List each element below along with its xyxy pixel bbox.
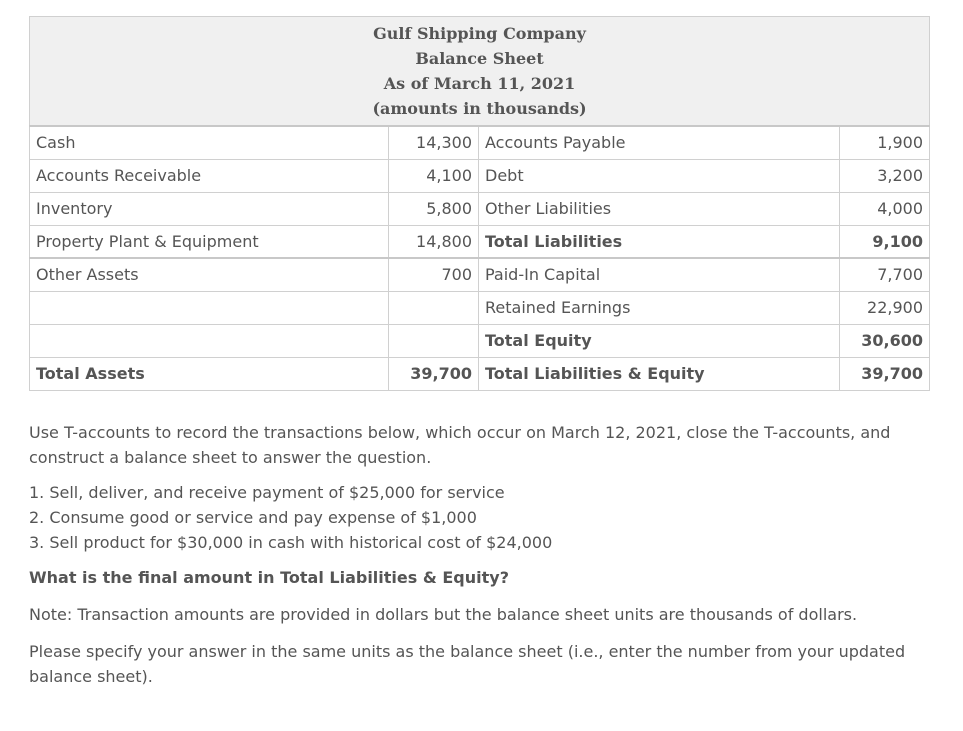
transaction-list <box>29 480 929 555</box>
balance-sheet-header-row <box>30 17 930 127</box>
asset-value <box>389 324 479 357</box>
statement-title: Balance Sheet <box>415 49 544 68</box>
asset-value <box>389 291 479 324</box>
asset-label <box>30 324 389 357</box>
total-liabilities-equity-value: 39,700 <box>840 357 930 390</box>
total-equity-label: Total Equity <box>479 324 840 357</box>
asset-value: 5,800 <box>389 192 479 225</box>
asset-value: 700 <box>389 258 479 291</box>
balance-sheet-table <box>29 16 930 391</box>
asset-value: 14,800 <box>389 225 479 258</box>
transaction-item: 3. Sell product for $30,000 in cash with historical cost of $24,000 <box>29 533 553 552</box>
table-row <box>30 159 930 192</box>
asset-label: Inventory <box>30 192 389 225</box>
liability-value: 3,200 <box>840 159 930 192</box>
question-text: What is the final amount in Total Liabilities & Equity? <box>29 568 509 587</box>
instructions-block <box>29 420 929 689</box>
asset-label: Cash <box>30 126 389 159</box>
asset-label: Other Assets <box>30 258 389 291</box>
balance-sheet-header <box>30 17 930 127</box>
instructions-intro: Use T-accounts to record the transactions below, which occur on March 12, 2021, close the T-accounts, and construct a balance sheet to answer the question. <box>29 423 891 467</box>
statement-date: As of March 11, 2021 <box>383 74 576 93</box>
liability-label: Accounts Payable <box>479 126 840 159</box>
transaction-item: 1. Sell, deliver, and receive payment of $25,000 for service <box>29 483 505 502</box>
table-row <box>30 324 930 357</box>
table-row <box>30 357 930 390</box>
transaction-item: 2. Consume good or service and pay expense of $1,000 <box>29 508 477 527</box>
total-equity-value: 30,600 <box>840 324 930 357</box>
equity-label: Retained Earnings <box>479 291 840 324</box>
table-row <box>30 192 930 225</box>
table-row <box>30 258 930 291</box>
company-name: Gulf Shipping Company <box>373 24 586 43</box>
asset-label: Accounts Receivable <box>30 159 389 192</box>
equity-label: Paid-In Capital <box>479 258 840 291</box>
answer-instructions: Please specify your answer in the same units as the balance sheet (i.e., enter the number from your updated balance sheet). <box>29 642 906 686</box>
liability-value: 4,000 <box>840 192 930 225</box>
liability-label: Other Liabilities <box>479 192 840 225</box>
asset-value: 14,300 <box>389 126 479 159</box>
liability-value: 1,900 <box>840 126 930 159</box>
equity-value: 7,700 <box>840 258 930 291</box>
equity-value: 22,900 <box>840 291 930 324</box>
statement-units: (amounts in thousands) <box>372 99 587 118</box>
asset-label: Property Plant & Equipment <box>30 225 389 258</box>
table-row <box>30 291 930 324</box>
asset-value: 4,100 <box>389 159 479 192</box>
liability-label: Debt <box>479 159 840 192</box>
total-assets-label: Total Assets <box>30 357 389 390</box>
total-liabilities-equity-label: Total Liabilities & Equity <box>479 357 840 390</box>
units-note: Note: Transaction amounts are provided in dollars but the balance sheet units are thousands of dollars. <box>29 605 858 624</box>
total-liabilities-label: Total Liabilities <box>479 225 840 258</box>
total-assets-value: 39,700 <box>389 357 479 390</box>
asset-label <box>30 291 389 324</box>
table-row <box>30 225 930 258</box>
total-liabilities-value: 9,100 <box>840 225 930 258</box>
table-row <box>30 126 930 159</box>
